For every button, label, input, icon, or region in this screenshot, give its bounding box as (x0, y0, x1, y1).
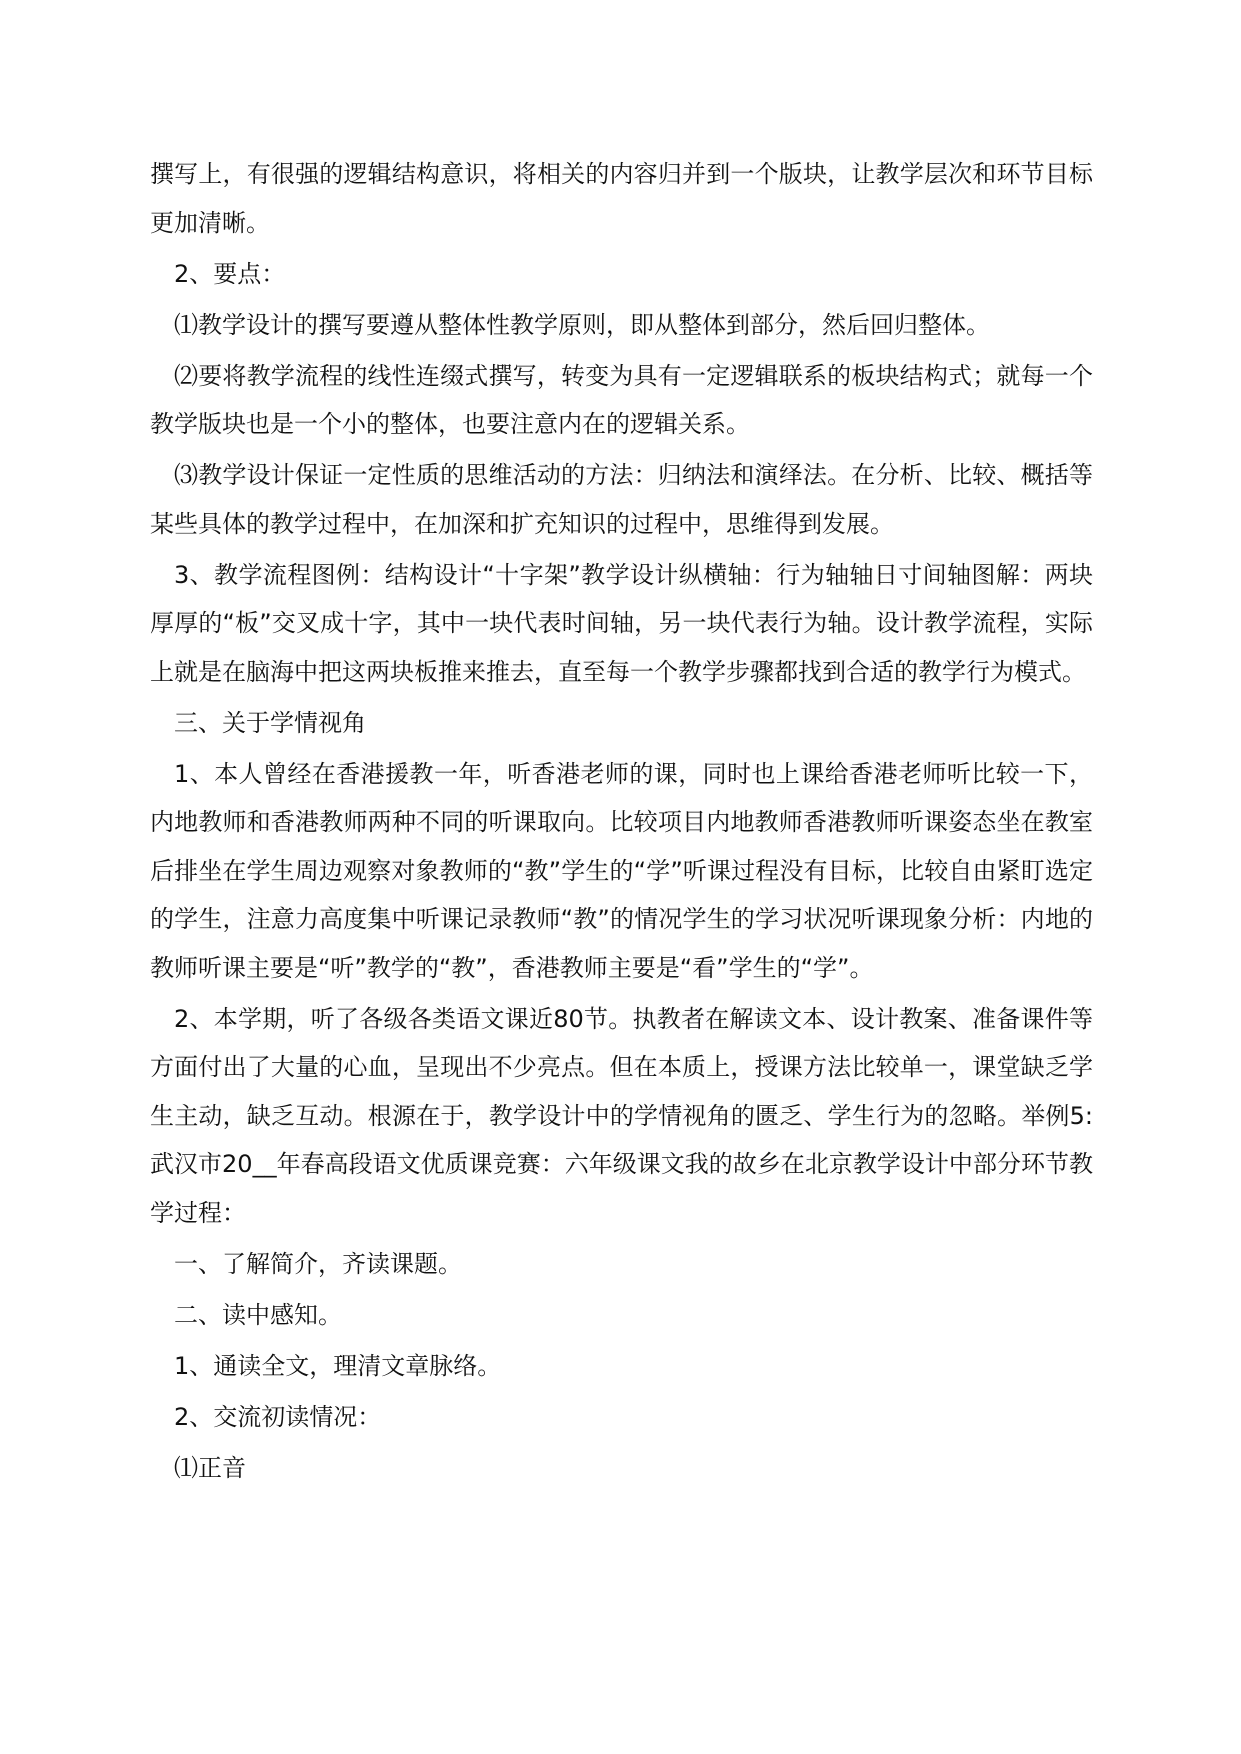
paragraph-list-item: ⑴教学设计的撰写要遵从整体性教学原则，即从整体到部分，然后回归整体。 (174, 310, 990, 339)
paragraph-section-heading: 一、了解简介，齐读课题。 (174, 1249, 462, 1278)
paragraph-section-heading: 2、要点： (174, 259, 286, 288)
paragraph-list-item: 1、通读全文，理清文章脉络。 (174, 1351, 502, 1380)
document-body (150, 150, 1093, 1495)
paragraph-list-item: ⑵要将教学流程的线性连缀式撰写，转变为具有一定逻辑联系的板块结构式；就每一个教学版块也是一个小的整体，也要注意内在的逻辑关系。 (150, 361, 1093, 438)
paragraph-list-item: ⑶教学设计保证一定性质的思维活动的方法：归纳法和演绎法。在分析、比较、概括等某些具体的教学过程中，在加深和扩充知识的过程中，思维得到发展。 (150, 461, 1093, 538)
paragraph-section-heading: 三、关于学情视角 (174, 708, 366, 737)
paragraph-section-heading: 二、读中感知。 (174, 1300, 342, 1329)
paragraph-body: 3、教学流程图例：结构设计“十字架”教学设计纵横轴：行为轴轴日寸间轴图解：两块厚厚的“板”交叉成十字，其中一块代表时间轴，另一块代表行为轴。设计教学流程，实际上就是在脑海中把这两块板推来推去，直至每一个教学步骤都找到合适的教学行为模式。 (150, 560, 1093, 686)
paragraph-list-item: 2、交流初读情况： (174, 1402, 382, 1431)
paragraph-list-item: ⑴正音 (174, 1453, 246, 1482)
paragraph-body: 2、本学期，听了各级各类语文课近80节。执教者在解读文本、设计教案、准备课件等方面付出了大量的心血，呈现出不少亮点。但在本质上，授课方法比较单一，课堂缺乏学生主动，缺乏互动。根源在于，教学设计中的学情视角的匮乏、学生行为的忽略。举例5:武汉市20__年春高段语文优质课竞赛：六年级课文我的故乡在北京教学设计中部分环节教学过程： (150, 1004, 1093, 1227)
paragraph-continuation: 撰写上，有很强的逻辑结构意识，将相关的内容归并到一个版块，让教学层次和环节目标更加清晰。 (150, 160, 1093, 237)
paragraph-body: 1、本人曾经在香港援教一年，听香港老师的课，同时也上课给香港老师听比较一下，内地教师和香港教师两种不同的听课取向。比较项目内地教师香港教师听课姿态坐在教室后排坐在学生周边观察对象教师的“教”学生的“学”听课过程没有目标，比较自由紧盯选定的学生，注意力高度集中听课记录教师“教”的情况学生的学习状况听课现象分析：内地的教师听课主要是“听”教学的“教”，香港教师主要是“看”学生的“学”。 (150, 759, 1093, 982)
